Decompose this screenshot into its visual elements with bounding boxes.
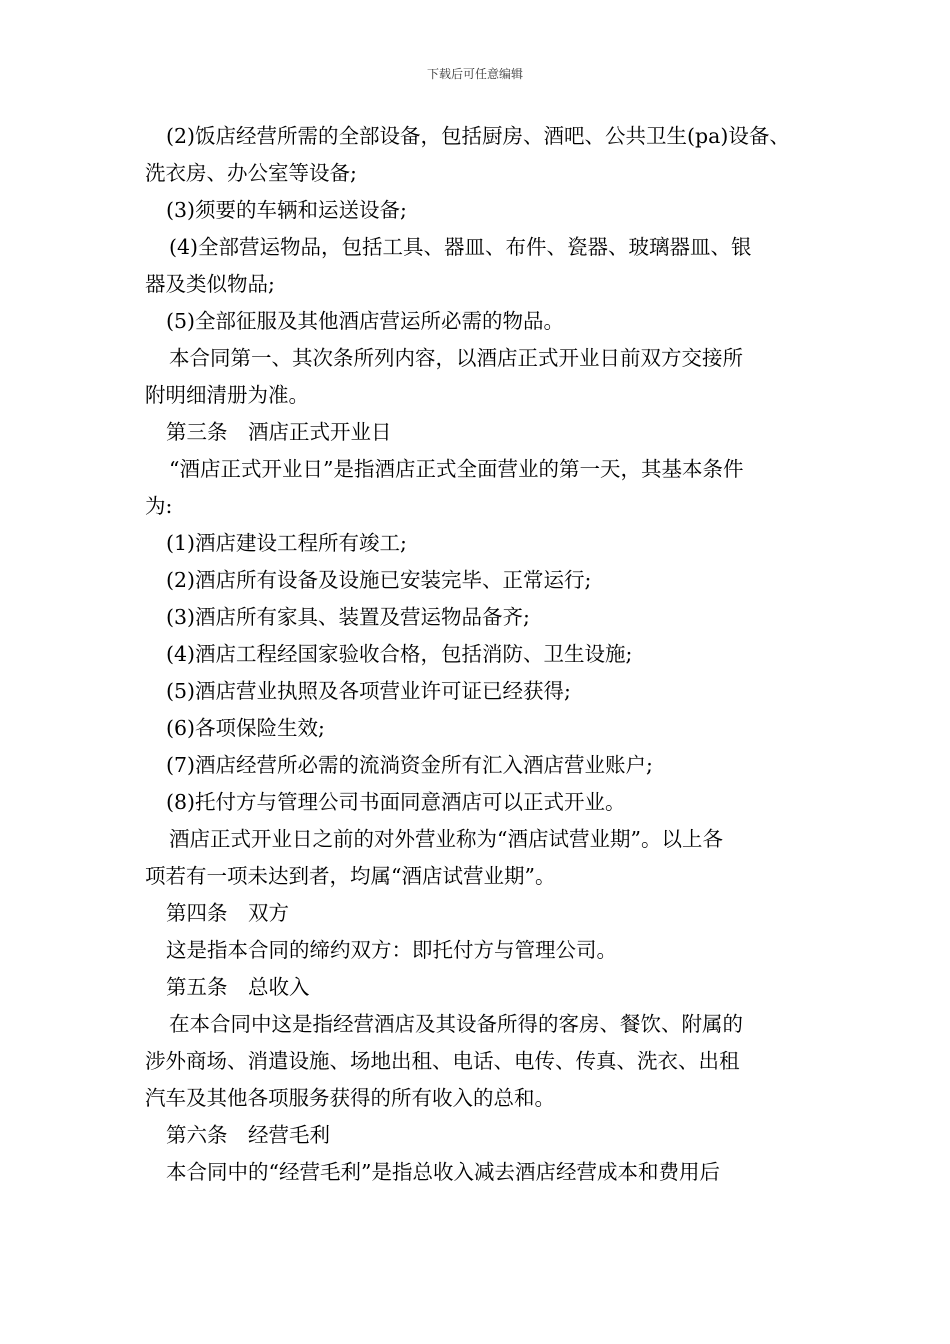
section-heading: 第三条 酒店正式开业日 bbox=[166, 420, 392, 444]
paragraph-line: 附明细清册为准。 bbox=[145, 383, 309, 407]
list-item: (2)酒店所有设备及设施已安装完毕、正常运行; bbox=[166, 568, 592, 592]
paragraph-line: (4)全部营运物品，包括工具、器皿、布件、瓷器、玻璃器皿、银 bbox=[169, 235, 752, 259]
paragraph-line: 涉外商场、消遣设施、场地出租、电话、电传、传真、洗衣、出租 bbox=[145, 1049, 740, 1073]
list-item: (3)酒店所有家具、装置及营运物品备齐; bbox=[166, 605, 530, 629]
paragraph-line: (2)饭店经营所需的全部设备，包括厨房、酒吧、公共卫生(pa)设备、 bbox=[166, 124, 790, 148]
section-heading: 第五条 总收入 bbox=[166, 975, 310, 999]
paragraph-line: “酒店正式开业日”是指酒店正式全面营业的第一天，其基本条件 bbox=[169, 457, 744, 481]
paragraph-line: 本合同中的“经营毛利”是指总收入减去酒店经营成本和费用后 bbox=[166, 1160, 720, 1184]
paragraph-line: (3)须要的车辆和运送设备; bbox=[166, 198, 407, 222]
list-item: (7)酒店经营所必需的流淌资金所有汇入酒店营业账户; bbox=[166, 753, 653, 777]
paragraph-line: 汽车及其他各项服务获得的所有收入的总和。 bbox=[145, 1086, 555, 1110]
section-heading: 第六条 经营毛利 bbox=[166, 1123, 330, 1147]
paragraph-line: 洗衣房、办公室等设备; bbox=[145, 161, 357, 185]
list-item: (4)酒店工程经国家验收合格，包括消防、卫生设施; bbox=[166, 642, 633, 666]
list-item: (1)酒店建设工程所有竣工; bbox=[166, 531, 407, 555]
paragraph-line: 项若有一项未达到者，均属“酒店试营业期”。 bbox=[145, 864, 556, 888]
document-body bbox=[145, 118, 815, 1191]
page-header-note: 下载后可任意编辑 bbox=[426, 67, 523, 81]
paragraph-line: 器及类似物品; bbox=[145, 272, 275, 296]
paragraph-line: 在本合同中这是指经营酒店及其设备所得的客房、餐饮、附属的 bbox=[169, 1012, 743, 1036]
list-item: (5)酒店营业执照及各项营业许可证已经获得; bbox=[166, 679, 571, 703]
paragraph-line: 酒店正式开业日之前的对外营业称为“酒店试营业期”。以上各 bbox=[169, 827, 723, 851]
paragraph-line: 本合同第一、其次条所列内容，以酒店正式开业日前双方交接所 bbox=[169, 346, 743, 370]
paragraph-line: 这是指本合同的缔约双方：即托付方与管理公司。 bbox=[166, 938, 617, 962]
list-item: (6)各项保险生效; bbox=[166, 716, 325, 740]
list-item: (8)托付方与管理公司书面同意酒店可以正式开业。 bbox=[166, 790, 626, 814]
section-heading: 第四条 双方 bbox=[166, 901, 289, 925]
paragraph-line: (5)全部征服及其他酒店营运所必需的物品。 bbox=[166, 309, 565, 333]
paragraph-line: 为: bbox=[145, 494, 173, 518]
